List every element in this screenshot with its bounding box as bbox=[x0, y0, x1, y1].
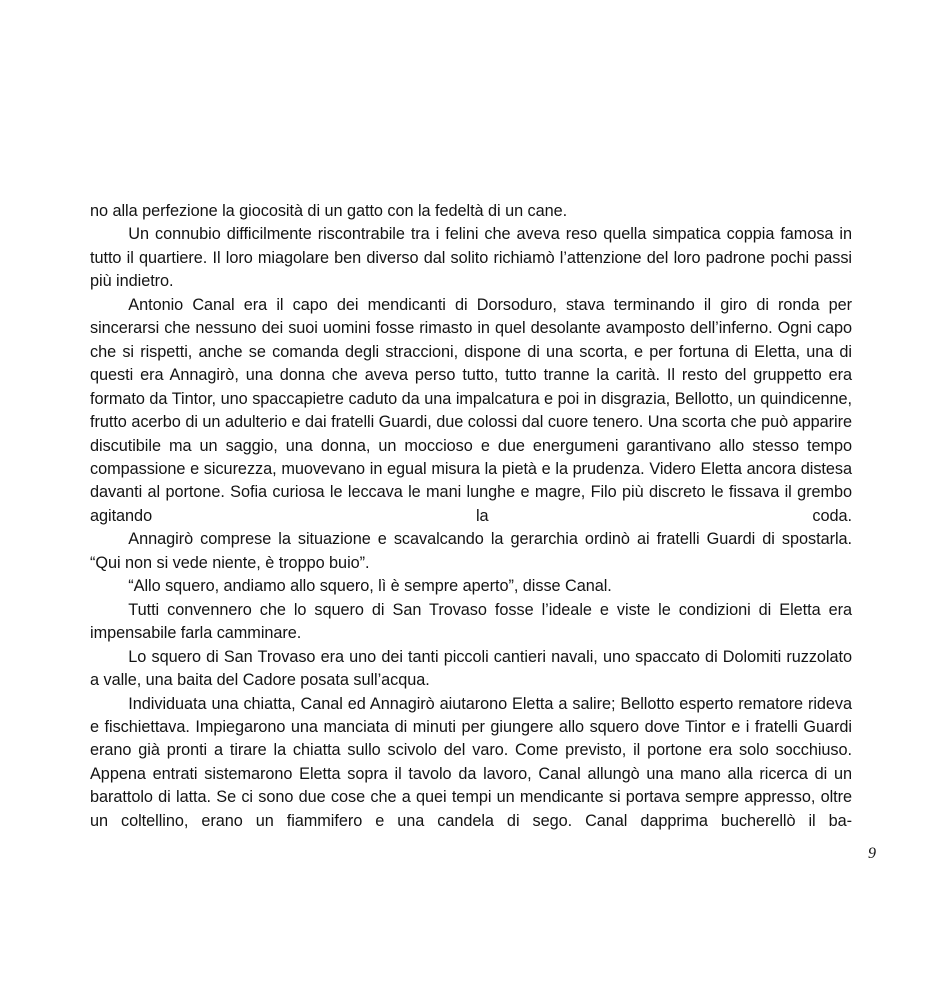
page-text-block bbox=[90, 200, 852, 833]
paragraph: Annagirò comprese la situazione e scavalcando la gerarchia ordinò ai fratelli Guardi di spostarla. “Qui non si vede niente, è troppo buio”. bbox=[90, 530, 852, 572]
paragraph: “Allo squero, andiamo allo squero, lì è sempre aperto”, disse Canal. bbox=[128, 577, 612, 596]
paragraph: Tutti convennero che lo squero di San Trovaso fosse l’ideale e viste le condizioni di Eletta era impensabile farla camminare. bbox=[90, 600, 852, 643]
paragraph: Individuata una chiatta, Canal ed Annagirò aiutarono Eletta a salire; Bellotto esperto rematore rideva e fischiettava. Impiegarono una manciata di minuti per giungere allo squero dove Tintor e i fratelli Guardi erano già pronti a tirare la chiatta sullo scivolo del varo. Come previsto, il portone era solo socchiuso. Appena entrati sistemarono Eletta sopra il tavolo da lavoro, Canal allungò una mano alla ricerca di un barattolo di latta. Se ci sono due cose che a quei tempi un mendicante si portava sempre appresso, oltre un coltellino, erano un fiammifero e una candela di sego. Canal dapprima bucherellò il ba- bbox=[90, 694, 852, 830]
paragraph: Lo squero di San Trovaso era uno dei tanti piccoli cantieri navali, uno spaccato di Dolomiti ruzzolato a valle, una baita del Cadore posata sull’acqua. bbox=[90, 647, 852, 690]
paragraph: Un connubio difficilmente riscontrabile tra i felini che aveva reso quella simpatica coppia famosa in tutto il quartiere. Il loro miagolare ben diverso dal solito richiamò l’attenzione del loro padrone pochi passi più indietro. bbox=[90, 225, 852, 291]
page-number: 9 bbox=[868, 845, 876, 862]
paragraph: Antonio Canal era il capo dei mendicanti di Dorsoduro, stava terminando il giro di ronda per sincerarsi che nessuno dei suoi uomini fosse rimasto in quel desolante avamposto dell’inferno. Ogni capo che si rispetti, anche se comanda degli straccioni, dispone di una scorta, e per fortuna di Eletta, una di questi era Annagirò, una donna che aveva perso tutto, tutto tranne la carità. Il resto del gruppetto era formato da Tintor, uno spaccapietre caduto da una impalcatura e poi in disgrazia, Bellotto, un quindicenne, frutto acerbo di un adulterio e dai fratelli Guardi, due colossi dal cuore tenero. Una scorta che può apparire discutibile ma un saggio, una donna, un moccioso e due energumeni garantivano allo stesso tempo compassione e sicurezza, muovevano in egual misura la pietà e la prudenza. Videro Eletta ancora distesa davanti al portone. Sofia curiosa le leccava le mani lunghe e magre, Filo più discreto le fissava il grembo agitando la coda. bbox=[90, 295, 852, 525]
paragraph-continuation: no alla perfezione la giocosità di un gatto con la fedeltà di un cane. bbox=[90, 202, 568, 220]
